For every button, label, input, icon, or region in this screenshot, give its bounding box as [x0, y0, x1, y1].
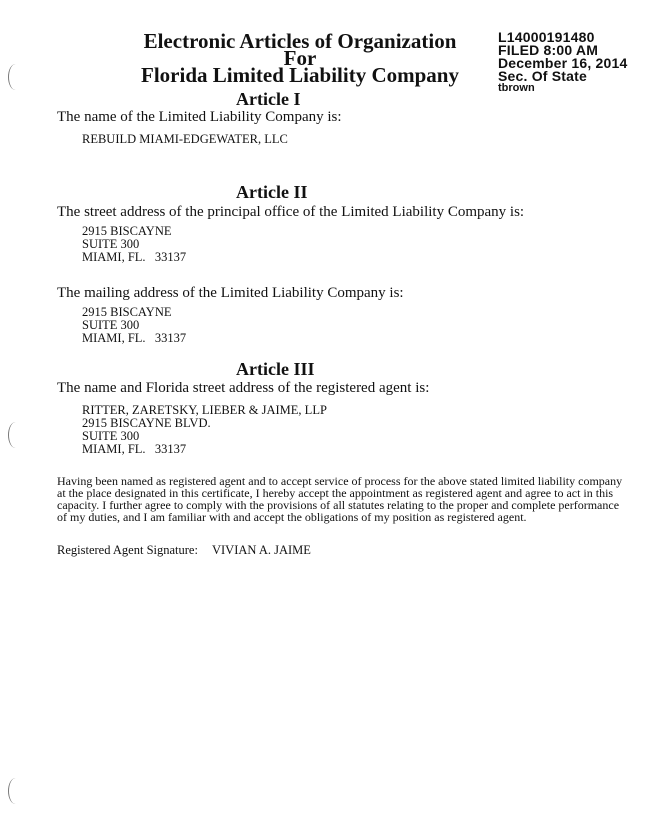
- address-line: MIAMI, FL. 33137: [82, 331, 187, 345]
- mailing-address: [82, 306, 186, 345]
- filing-user: tbrown: [498, 82, 535, 94]
- signature-name: VIVIAN A. JAIME: [211, 543, 311, 557]
- document-title: [120, 30, 480, 86]
- address-line: 2915 BISCAYNE: [82, 305, 172, 319]
- signature-label: Registered Agent Signature:: [57, 543, 198, 557]
- address-line: SUITE 300: [82, 237, 140, 251]
- article-2-mailing-intro: The mailing address of the Limited Liability Company is:: [57, 285, 404, 301]
- agent-line: 2915 BISCAYNE BLVD.: [82, 416, 211, 430]
- article-1-heading: Article I: [236, 89, 301, 109]
- agent-line: RITTER, ZARETSKY, LIEBER & JAIME, LLP: [82, 403, 327, 417]
- principal-address: [82, 225, 186, 264]
- title-line-1: Electronic Articles of Organization: [143, 29, 457, 53]
- filed-date: December 16, 2014: [498, 55, 628, 71]
- filing-stamp: [498, 31, 628, 94]
- registered-agent-address: [82, 404, 327, 456]
- article-3-intro: The name and Florida street address of the registered agent is:: [57, 380, 430, 396]
- address-line: MIAMI, FL. 33137: [82, 250, 187, 264]
- document-number: L14000191480: [498, 29, 595, 45]
- article-2-heading: Article II: [236, 182, 308, 202]
- binder-hole-bottom: [8, 778, 23, 804]
- binder-hole-top: [8, 64, 23, 90]
- filed-time: FILED 8:00 AM: [498, 42, 599, 58]
- title-line-3: Florida Limited Liability Company: [141, 63, 459, 87]
- agent-signature-line: [57, 544, 311, 557]
- agent-line: SUITE 300: [82, 429, 140, 443]
- address-line: SUITE 300: [82, 318, 140, 332]
- company-name: REBUILD MIAMI-EDGEWATER, LLC: [82, 132, 288, 146]
- agent-line: MIAMI, FL. 33137: [82, 442, 187, 456]
- article-2-street-intro: The street address of the principal office of the Limited Liability Company is:: [57, 204, 525, 220]
- title-line-2: For: [283, 46, 317, 70]
- binder-hole-middle: [8, 422, 23, 448]
- agent-acceptance-paragraph: Having been named as registered agent and to accept service of process for the above stated limited liability company at the place designated in this certificate, I hereby accept the appointment as registered agent and agree to act in this capacity. I further agree to comply with the provisions of all statutes relating to the proper and complete performance of my duties, and I am familiar with and accept the obligations of my position as registered agent.: [57, 474, 623, 524]
- article-1-intro: The name of the Limited Liability Company is:: [57, 109, 342, 125]
- filing-office: Sec. Of State: [498, 68, 587, 84]
- address-line: 2915 BISCAYNE: [82, 224, 172, 238]
- article-3-heading: Article III: [236, 359, 315, 379]
